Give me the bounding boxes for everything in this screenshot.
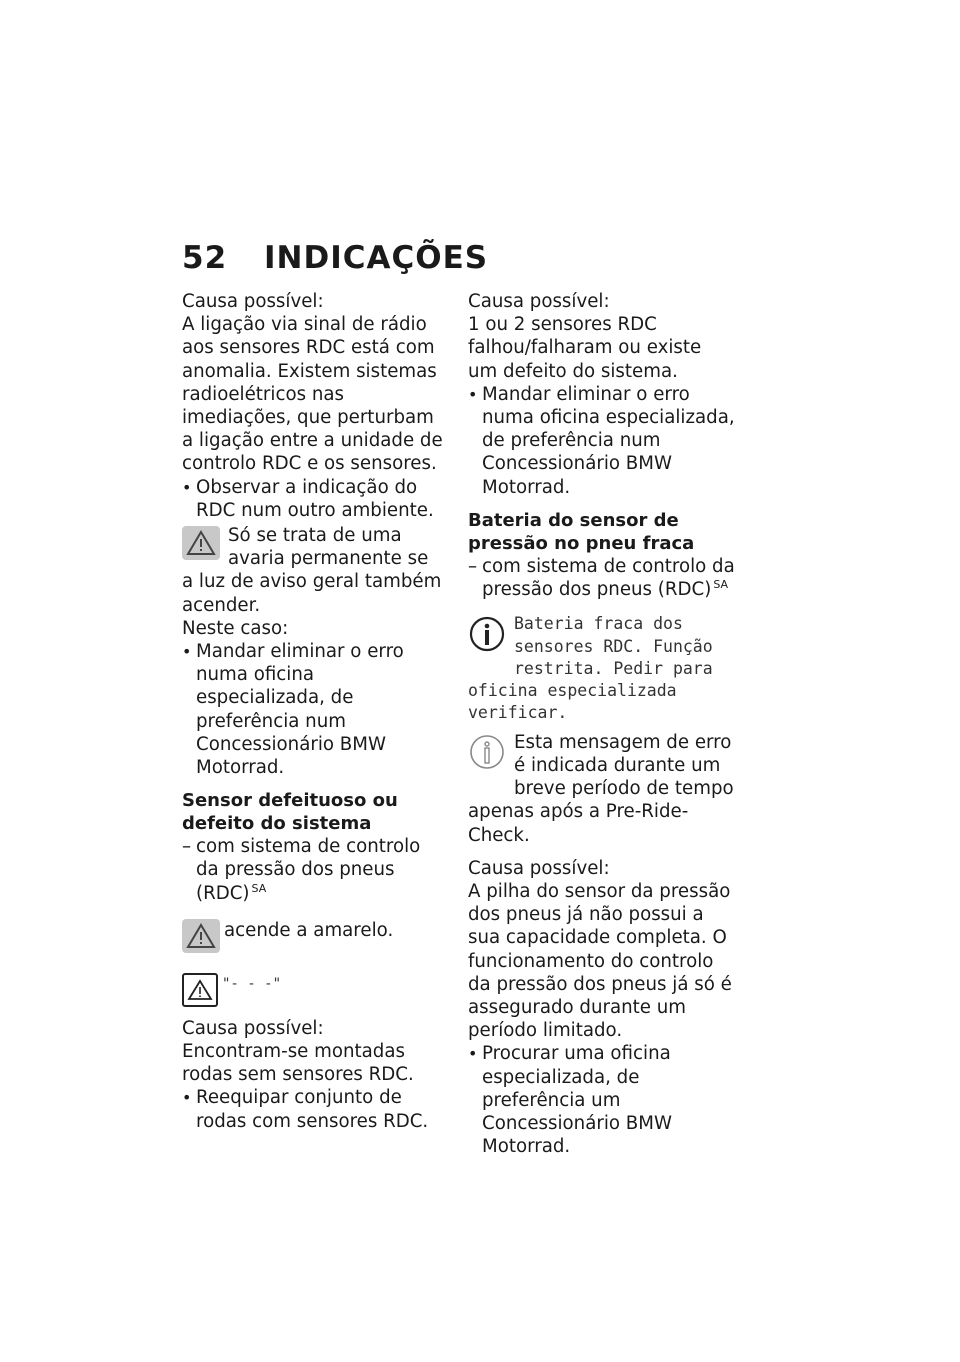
warning-light-row [182,919,444,953]
bullet-item: • Mandar eliminar o erro numa oficina especializada, de preferência num Concessionário BMW Motorrad. [468,383,736,499]
right-column [468,290,736,1158]
info-note [468,731,736,847]
display-message-block [468,613,736,724]
warning-note [182,524,444,617]
bullet-item: • Reequipar conjunto de rodas com sensores RDC. [182,1086,444,1132]
cause-label: Causa possível: [468,291,610,312]
dash-item [468,555,736,601]
bullet-item: • Mandar eliminar o erro numa oficina especializada, de preferência num Concessionário BMW Motorrad. [182,640,444,779]
display-text: "- - -" [222,975,282,992]
bullet-item: • Procurar uma oficina especializada, de preferência um Concessionário BMW Motorrad. [468,1042,736,1158]
cause-text: A ligação via sinal de rádio aos sensores RDC está com anomalia. Existem sistemas radioelétricos nas imediações, que perturbam a ligação entre a unidade de controlo RDC e os sensores. [182,314,443,475]
page-title: INDICAÇÕES [264,240,489,276]
cause-text: Encontram-se montadas rodas sem sensores RDC. [182,1041,414,1086]
dash-item-text: com sistema de controlo da pressão dos pneus (RDC) [482,555,735,601]
warning-triangle-icon [182,526,220,560]
section-heading: Bateria do sensor de pressão no pneu fraca [468,509,695,554]
cause-text: A pilha do sensor da pressão dos pneus já não possui a sua capacidade completa. O funcionamento do controlo da pressão dos pneus já só é assegurado durante um período limitado. [468,880,732,1042]
cause-label: Causa possível: [182,291,324,312]
dash-item-text: com sistema de controlo da pressão dos pneus (RDC) [196,836,421,904]
case-label: Neste caso: [182,617,289,639]
info-text: Esta mensagem de erro é indicada durante um breve período de tempo apenas após a Pre-Ride-Check. [468,731,734,846]
page-header [182,240,488,276]
display-row [182,973,444,1007]
lights-text: acende a amarelo. [224,919,394,941]
warning-triangle-icon [182,919,220,953]
warning-display-icon [182,973,218,1007]
sa-label: SA [251,881,267,895]
dash-item [182,835,444,905]
bullet-item: • Observar a indicação do RDC num outro ambiente. [182,476,444,522]
sa-label: SA [713,578,729,592]
display-message: Bateria fraca dos sensores RDC. Função restrita. Pedir para oficina especializada verificar. [468,614,713,723]
info-icon [468,615,506,659]
page-number: 52 [182,240,228,276]
section-heading: Sensor defeituoso ou defeito do sistema [182,790,398,835]
warning-text: Só se trata de uma avaria permanente se a luz de aviso geral também acender. [182,525,442,616]
left-column [182,290,444,1133]
cause-label: Causa possível: [182,1017,324,1039]
cause-label: Causa possível: [468,857,610,879]
cause-text: 1 ou 2 sensores RDC falhou/falharam ou existe um defeito do sistema. [468,314,702,382]
info-icon [468,733,506,777]
